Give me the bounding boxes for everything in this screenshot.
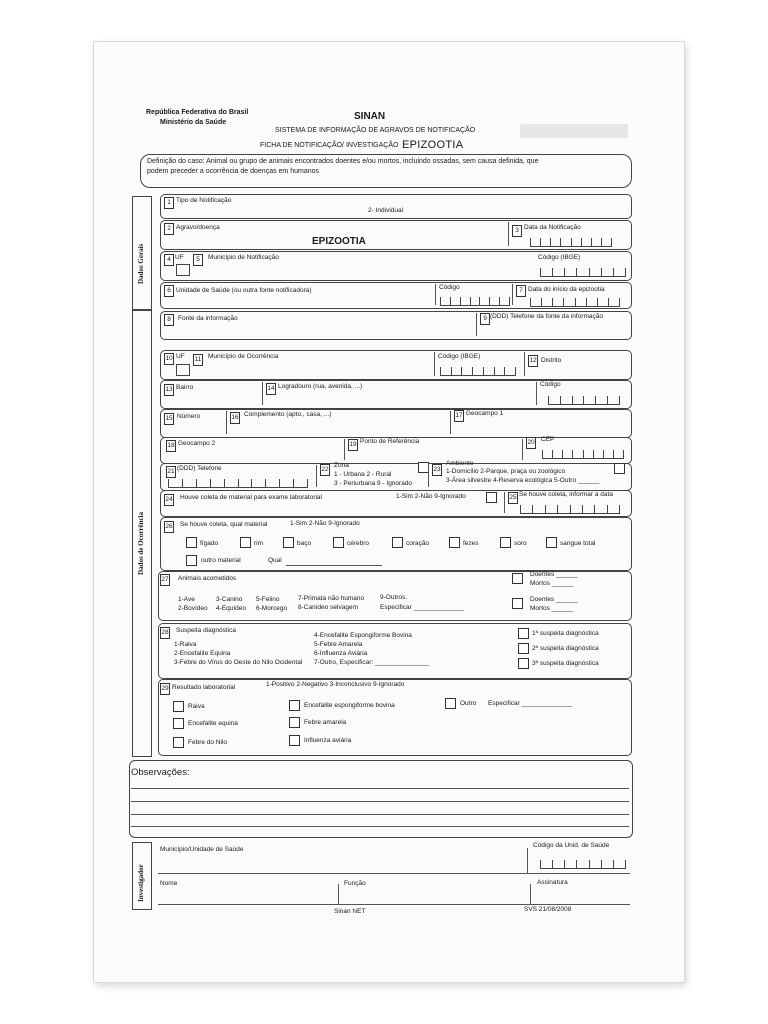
material-checkbox[interactable] — [546, 537, 557, 548]
investigator-signature-label: Assinatura — [537, 879, 568, 886]
suspicion-rank-3-checkbox[interactable] — [518, 658, 529, 669]
field-21-phone-input[interactable] — [168, 479, 308, 488]
field-27-label: Animais acometidos — [178, 575, 237, 582]
suspicion-rank-3: 3ª suspeita diagnóstica — [532, 660, 599, 667]
investigator-name-label: Nome — [160, 880, 178, 887]
divider — [338, 884, 339, 904]
field-number: 4 — [164, 254, 174, 266]
field-number: 1 — [164, 197, 174, 209]
footer-version: SVS 21/08/2008 — [524, 906, 572, 913]
observations-line — [131, 788, 629, 789]
divider — [527, 848, 528, 873]
field-4-uf-input[interactable] — [176, 264, 190, 276]
field-24-options: 1-Sim 2-Não 9-Ignorado — [396, 493, 466, 500]
divider — [504, 492, 505, 513]
divider — [344, 439, 345, 460]
suspicion-option: 4-Encefalite Espongiforme Bovina — [314, 632, 412, 639]
investigator-unit-code-input[interactable] — [540, 860, 626, 869]
lab-checkbox[interactable] — [289, 717, 300, 728]
material-checkbox[interactable] — [186, 537, 197, 548]
field-number: 17 — [454, 410, 464, 422]
field-24-checkbox[interactable] — [486, 492, 497, 503]
suspicion-option: 6-Influenza Aviária — [314, 650, 368, 657]
field-number: 22 — [320, 464, 330, 476]
sinan-title: SINAN — [354, 111, 386, 122]
field-8-label: Fonte da informação — [178, 315, 238, 322]
field-23-checkbox[interactable] — [614, 463, 625, 474]
suspicion-rank-1-checkbox[interactable] — [518, 628, 529, 639]
field-17-label: Geocampo 1 — [466, 410, 504, 417]
field-20-label: CEP — [541, 436, 555, 443]
field-number: 5 — [193, 254, 203, 266]
notification-number-box — [520, 124, 628, 138]
field-2-label: Agravo/doença — [176, 224, 220, 231]
field-29-options: 1-Positivo 2-Negativo 3-Inconclusivo 9-Ignorado — [266, 681, 405, 688]
divider — [262, 382, 263, 405]
field-25-date-input[interactable] — [520, 505, 620, 514]
field-7-date-input[interactable] — [530, 298, 620, 307]
field-1-value: 2- Individual — [368, 207, 404, 214]
material-label: sangue total — [560, 540, 596, 547]
material-checkbox[interactable] — [333, 537, 344, 548]
field-number: 19 — [348, 439, 358, 451]
material-label: cérebro — [347, 540, 370, 547]
field-number: 20 — [526, 437, 536, 449]
field-number: 7 — [516, 285, 526, 297]
investigator-unit-code-label: Código da Unid. de Saúde — [533, 842, 610, 849]
animal-option: 3-Canino — [216, 596, 243, 603]
field-3-label: Data da Notificação — [524, 224, 581, 231]
lab-checkbox[interactable] — [173, 701, 184, 712]
field-number: 2 — [164, 223, 174, 235]
field-number: 16 — [230, 412, 240, 424]
section-investigador: Investigador — [137, 864, 145, 902]
field-11-code-label: Código (IBGE) — [438, 353, 481, 360]
form-disease: EPIZOOTIA — [402, 139, 464, 151]
investigator-unit-label: Município/Unidade de Saúde — [160, 846, 244, 853]
field-number: 18 — [166, 440, 176, 452]
lab-result-label: Febre do Nilo — [188, 739, 228, 746]
animal-option: 9-Outros. — [380, 594, 408, 601]
material-label: rim — [254, 540, 264, 547]
divider — [512, 284, 513, 305]
field-10-uf-input[interactable] — [176, 364, 190, 376]
field-14-code-label: Código — [540, 381, 561, 388]
suspicion-option: 2-Encefalite Equina — [174, 650, 231, 657]
investigator-line — [158, 873, 630, 874]
field-1-label: Tipo de Notificação — [176, 197, 232, 204]
divider — [508, 222, 509, 246]
field-number: 14 — [266, 383, 276, 395]
lab-checkbox[interactable] — [289, 700, 300, 711]
field-2-value: EPIZOOTIA — [312, 236, 366, 247]
case-definition-line1: Definição do caso: Animal ou grupo de animais encontrados doentes e/ou mortos, incluindo ossadas, sem causa definida, que — [147, 158, 539, 165]
field-7-label: Data do início da epizootia — [528, 286, 605, 293]
animal-option: 6-Morcego — [256, 605, 288, 612]
footer-sinan-net: Sinan NET — [334, 908, 366, 915]
lab-other-label: Outro — [460, 700, 477, 707]
divider — [450, 411, 451, 434]
material-checkbox[interactable] — [500, 537, 511, 548]
field-number: 3 — [512, 225, 522, 237]
field-23-options: 1-Domicílio 2-Parque, praça ou zoológico — [446, 468, 566, 475]
field-22-options: 3 - Periurbana 9 - Ignorado — [334, 480, 413, 487]
observations-line — [131, 814, 629, 815]
lab-specify-label: Especificar ______________ — [488, 700, 573, 707]
animal-checkbox-1[interactable] — [512, 573, 523, 584]
observations-label: Observações: — [131, 767, 190, 778]
form-type: FICHA DE NOTIFICAÇÃO/ INVESTIGAÇÃO — [260, 142, 399, 149]
field-20-cep-input[interactable] — [542, 450, 624, 459]
field-number: 11 — [193, 354, 203, 366]
field-number: 21 — [166, 466, 176, 478]
animal-specify: Especificar ______________ — [380, 604, 465, 611]
animal-doentes-label: Doentes ______ — [530, 571, 578, 578]
field-11-code-input[interactable] — [440, 367, 516, 376]
lab-checkbox[interactable] — [289, 735, 300, 746]
field-4-label: UF — [175, 254, 184, 261]
divider — [530, 884, 531, 904]
field-24-label: Houve coleta de material para exame laboratorial — [180, 494, 322, 501]
suspicion-rank-2: 2ª suspeita diagnóstica — [532, 645, 599, 652]
divider — [434, 352, 435, 376]
material-checkbox-outro[interactable] — [186, 555, 197, 566]
material-label: coração — [406, 540, 430, 547]
observations-line — [131, 826, 629, 827]
material-checkbox[interactable] — [392, 537, 403, 548]
field-number: 10 — [164, 353, 174, 365]
field-number: 27 — [160, 574, 170, 586]
field-22-label: Zona — [334, 462, 349, 469]
field-26-label: Se houve coleta, qual material — [180, 521, 268, 528]
divider — [316, 465, 317, 487]
material-which-line — [286, 565, 382, 566]
animal-option: 2-Bovídeo — [178, 605, 208, 612]
field-18-label: Geocampo 2 — [178, 440, 216, 447]
field-number: 23 — [432, 464, 442, 476]
animal-mortos-label: Mortos ______ — [530, 605, 574, 612]
animal-option: 5-Felino — [256, 596, 280, 603]
material-which-label: Qual — [268, 557, 282, 564]
suspicion-option: 1-Raiva — [174, 641, 197, 648]
animal-mortos-label: Mortos ______ — [530, 580, 574, 587]
field-number: 26 — [164, 521, 174, 533]
field-23-label: Ambiente — [446, 460, 474, 467]
lab-checkbox[interactable] — [173, 718, 184, 729]
field-21-label: (DDD) Telefone — [177, 465, 222, 472]
field-number: 15 — [164, 413, 174, 425]
animal-option: 4-Equídeo — [216, 605, 246, 612]
field-22-options: 1 - Urbana 2 - Rural — [334, 471, 392, 478]
field-29-label: Resultado laboratorial — [172, 684, 236, 691]
material-label: fezes — [463, 540, 479, 547]
suspicion-option: 7-Outro, Especificar: _______________ — [314, 659, 430, 666]
field-number: 24 — [164, 494, 174, 506]
field-11-label: Município de Ocorrência — [208, 353, 279, 360]
case-definition-box — [140, 154, 632, 188]
material-checkbox[interactable] — [283, 537, 294, 548]
suspicion-option: 3-Febre do Vírus do Oeste do Nilo Ocidental — [174, 659, 303, 666]
observations-line — [131, 801, 629, 802]
divider — [536, 382, 537, 405]
material-checkbox[interactable] — [449, 537, 460, 548]
field-12-label: Distrito — [541, 357, 562, 364]
field-number: 28 — [160, 627, 170, 639]
field-23-options: 3-Área silvestre 4-Reserva ecológica 5-Outro ______ — [446, 477, 600, 484]
field-3-date-input[interactable] — [530, 238, 612, 247]
suspicion-rank-1: 1ª suspeita diagnóstica — [532, 630, 599, 637]
field-5-code-label: Código (IBGE) — [538, 254, 581, 261]
field-6-code-input[interactable] — [440, 297, 510, 306]
field-14-label: Logradouro (rua, avenida, ...) — [278, 383, 363, 390]
field-26-options: 1-Sim 2-Não 9-Ignorado — [290, 520, 360, 527]
suspicion-option: 5-Febre Amarela — [314, 641, 363, 648]
animal-doentes-label: Doentes ______ — [530, 596, 578, 603]
investigator-line — [158, 904, 630, 905]
animal-checkbox-2[interactable] — [512, 598, 523, 609]
republic-label: República Federativa do Brasil — [146, 109, 249, 116]
field-number: 6 — [164, 285, 174, 297]
animal-option: 8-Canídeo selvagem — [298, 604, 358, 611]
field-16-label: Complemento (apto., casa, ...) — [244, 411, 332, 418]
ministry-label: Ministério da Saúde — [160, 119, 227, 126]
section-dados-gerais: Dados Gerais — [137, 243, 145, 284]
lab-checkbox-other[interactable] — [445, 698, 456, 709]
animal-option: 1-Ave — [178, 596, 195, 603]
field-6-label: Unidade de Saúde (ou outra fonte notificadora) — [176, 287, 312, 294]
lab-checkbox[interactable] — [173, 737, 184, 748]
field-14-code-input[interactable] — [548, 396, 620, 405]
divider — [524, 352, 525, 376]
section-dados-ocorrencia: Dados de Ocorrência — [137, 512, 145, 575]
lab-result-label: Raiva — [188, 703, 205, 710]
case-definition-line2: podem preceder a ocorrência de doenças em humanos — [147, 168, 319, 175]
field-19-label: Ponto de Referência — [360, 438, 420, 445]
material-label: fígado — [200, 540, 219, 547]
material-label: baço — [297, 540, 312, 547]
field-28-label: Suspeita diagnóstica — [176, 627, 236, 634]
animal-option: 7-Primata não humano — [298, 595, 365, 602]
field-number: 8 — [164, 314, 174, 326]
divider — [476, 313, 477, 336]
field-13-label: Bairro — [176, 384, 194, 391]
field-15-label: Número — [177, 413, 201, 420]
field-6-code-label: Código — [439, 284, 460, 291]
lab-result-label: Encefalite equina — [188, 720, 238, 727]
system-name: SISTEMA DE INFORMAÇÃO DE AGRAVOS DE NOTIFICAÇÃO — [275, 127, 476, 134]
material-checkbox[interactable] — [240, 537, 251, 548]
field-number: 29 — [160, 683, 170, 695]
investigator-role-label: Função — [344, 880, 366, 887]
lab-result-label: Febre amarela — [304, 719, 347, 726]
divider — [435, 284, 436, 305]
divider — [522, 439, 523, 460]
suspicion-rank-2-checkbox[interactable] — [518, 643, 529, 654]
lab-result-label: Encefalite espongiforme bovina — [304, 702, 395, 709]
divider — [226, 411, 227, 434]
field-10-label: UF — [176, 353, 185, 360]
divider — [428, 465, 429, 487]
field-25-label: Se houve coleta, informar a data — [519, 491, 613, 498]
field-number: 12 — [528, 355, 538, 367]
field-9-label: (DDD) Telefone da fonte da informação — [490, 313, 603, 320]
lab-result-label: Influenza aviária — [304, 737, 352, 744]
field-number: 9 — [480, 313, 490, 325]
material-other-label: outro material — [201, 557, 241, 564]
material-label: soro — [514, 540, 527, 547]
field-5-label: Município de Notificação — [208, 254, 279, 261]
field-number: 13 — [164, 384, 174, 396]
field-number: 25 — [508, 492, 518, 504]
field-5-code-input[interactable] — [540, 268, 626, 277]
